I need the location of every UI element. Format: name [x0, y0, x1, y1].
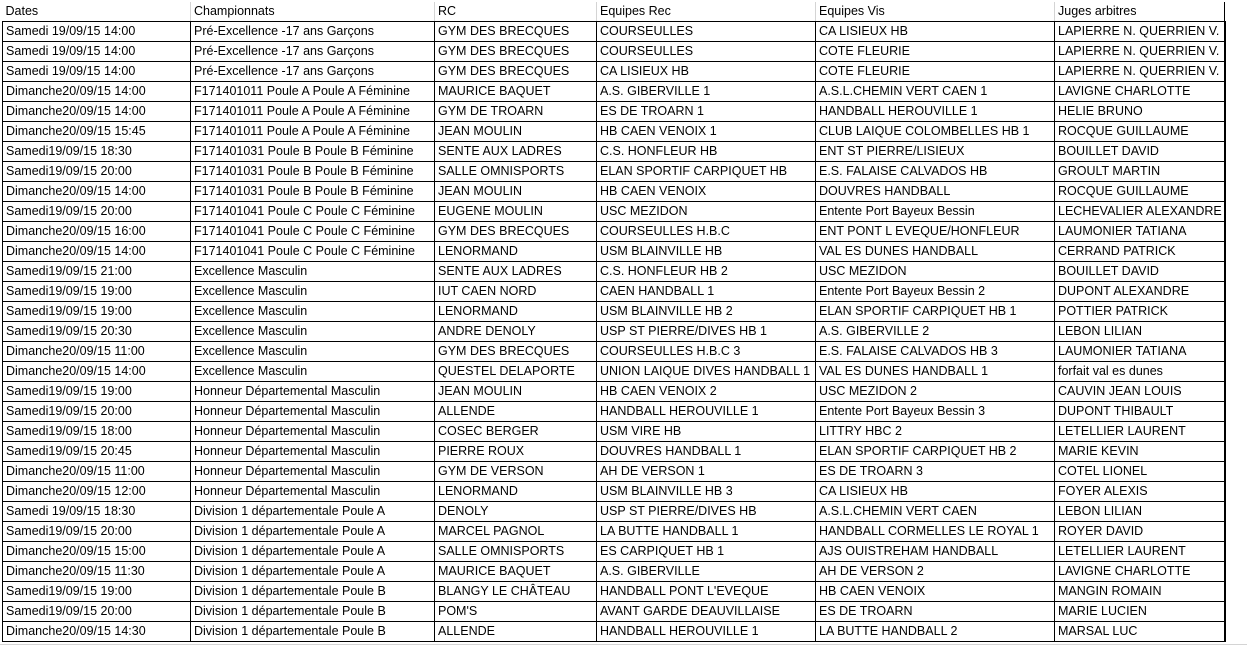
cell-rc[interactable]: SALLE OMNISPORTS	[435, 162, 597, 182]
cell-equipe-rec[interactable]: A.S. GIBERVILLE	[597, 562, 816, 582]
cell-equipe-vis[interactable]: USC MEZIDON	[816, 262, 1055, 282]
cell-rc[interactable]: GYM DE TROARN	[435, 102, 597, 122]
cell-equipe-vis[interactable]: DOUVRES HANDBALL	[816, 182, 1055, 202]
cell-juges[interactable]: LAPIERRE N. QUERRIEN V.	[1055, 62, 1225, 82]
cell-juges[interactable]: ROCQUE GUILLAUME	[1055, 182, 1225, 202]
cell-date[interactable]: Samedi19/09/15 19:00	[3, 302, 191, 322]
cell-equipe-rec[interactable]: AVANT GARDE DEAUVILLAISE	[597, 602, 816, 622]
cell-rc[interactable]: SENTE AUX LADRES	[435, 142, 597, 162]
table-row	[3, 542, 1225, 562]
cell-date[interactable]: Samedi19/09/15 19:00	[3, 282, 191, 302]
cell-championnat[interactable]: Honneur Départemental Masculin	[191, 402, 435, 422]
cell-equipe-vis[interactable]: ES DE TROARN 3	[816, 462, 1055, 482]
cell-juges[interactable]: LEBON LILIAN	[1055, 502, 1225, 522]
cell-equipe-rec[interactable]: AH DE VERSON 1	[597, 462, 816, 482]
cell-rc[interactable]: DENOLY	[435, 502, 597, 522]
cell-championnat[interactable]: Division 1 départementale Poule A	[191, 542, 435, 562]
table-row	[3, 282, 1225, 302]
cell-equipe-rec[interactable]: LA BUTTE HANDBALL 1	[597, 522, 816, 542]
cell-juges[interactable]: DUPONT ALEXANDRE	[1055, 282, 1225, 302]
cell-date[interactable]: Dimanche20/09/15 15:45	[3, 122, 191, 142]
cell-championnat[interactable]: F171401041 Poule C Poule C Féminine	[191, 222, 435, 242]
cell-championnat[interactable]: Excellence Masculin	[191, 262, 435, 282]
cell-equipe-vis[interactable]: ES DE TROARN	[816, 602, 1055, 622]
cell-rc[interactable]: MARCEL PAGNOL	[435, 522, 597, 542]
cell-rc[interactable]: PIERRE ROUX	[435, 442, 597, 462]
table-row	[3, 502, 1225, 522]
cell-date[interactable]: Dimanche20/09/15 11:30	[3, 562, 191, 582]
cell-juges[interactable]: CAUVIN JEAN LOUIS	[1055, 382, 1225, 402]
cell-equipe-rec[interactable]: DOUVRES HANDBALL 1	[597, 442, 816, 462]
cell-date[interactable]: Dimanche20/09/15 14:00	[3, 362, 191, 382]
cell-juges[interactable]: LAPIERRE N. QUERRIEN V.	[1055, 22, 1225, 42]
cell-championnat[interactable]: Division 1 départementale Poule B	[191, 622, 435, 642]
cell-juges[interactable]: MARIE KEVIN	[1055, 442, 1225, 462]
cell-equipe-vis[interactable]: AJS OUISTREHAM HANDBALL	[816, 542, 1055, 562]
cell-equipe-rec[interactable]: HANDBALL HEROUVILLE 1	[597, 402, 816, 422]
cell-equipe-rec[interactable]: COURSEULLES	[597, 22, 816, 42]
cell-rc[interactable]: MAURICE BAQUET	[435, 82, 597, 102]
table-row	[3, 122, 1225, 142]
cell-rc[interactable]: ALLENDE	[435, 622, 597, 642]
cell-equipe-rec[interactable]: USP ST PIERRE/DIVES HB 1	[597, 322, 816, 342]
header-cell-dates[interactable]: Dates	[3, 2, 191, 22]
cell-rc[interactable]: ANDRE DENOLY	[435, 322, 597, 342]
cell-date[interactable]: Samedi19/09/15 20:45	[3, 442, 191, 462]
cell-juges[interactable]: LAUMONIER TATIANA	[1055, 342, 1225, 362]
cell-rc[interactable]: LENORMAND	[435, 482, 597, 502]
spreadsheet-body	[3, 2, 1225, 642]
cell-equipe-vis[interactable]: HANDBALL CORMELLES LE ROYAL 1	[816, 522, 1055, 542]
empty-row-area	[0, 644, 1247, 656]
cell-equipe-rec[interactable]: C.S. HONFLEUR HB	[597, 142, 816, 162]
cell-juges[interactable]: BOUILLET DAVID	[1055, 262, 1225, 282]
cell-equipe-rec[interactable]: USM BLAINVILLE HB 3	[597, 482, 816, 502]
cell-date[interactable]: Samedi 19/09/15 14:00	[3, 62, 191, 82]
cell-equipe-rec[interactable]: ES DE TROARN 1	[597, 102, 816, 122]
cell-championnat[interactable]: F171401041 Poule C Poule C Féminine	[191, 202, 435, 222]
cell-equipe-rec[interactable]: CAEN HANDBALL 1	[597, 282, 816, 302]
cell-equipe-rec[interactable]: COURSEULLES H.B.C 3	[597, 342, 816, 362]
cell-juges[interactable]: ROYER DAVID	[1055, 522, 1225, 542]
cell-championnat[interactable]: F171401031 Poule B Poule B Féminine	[191, 182, 435, 202]
cell-equipe-rec[interactable]: UNION LAIQUE DIVES HANDBALL 1	[597, 362, 816, 382]
cell-date[interactable]: Samedi19/09/15 20:30	[3, 322, 191, 342]
table-row	[3, 222, 1225, 242]
cell-equipe-rec[interactable]: C.S. HONFLEUR HB 2	[597, 262, 816, 282]
cell-equipe-vis[interactable]: E.S. FALAISE CALVADOS HB 3	[816, 342, 1055, 362]
cell-championnat[interactable]: Division 1 départementale Poule B	[191, 582, 435, 602]
cell-date[interactable]: Samedi 19/09/15 18:30	[3, 502, 191, 522]
cell-date[interactable]: Samedi 19/09/15 14:00	[3, 42, 191, 62]
cell-rc[interactable]: COSEC BERGER	[435, 422, 597, 442]
cell-rc[interactable]: GYM DES BRECQUES	[435, 22, 597, 42]
cell-juges[interactable]: FOYER ALEXIS	[1055, 482, 1225, 502]
cell-championnat[interactable]: Division 1 départementale Poule A	[191, 522, 435, 542]
cell-equipe-vis[interactable]: COTE FLEURIE	[816, 42, 1055, 62]
cell-equipe-vis[interactable]: CA LISIEUX HB	[816, 22, 1055, 42]
table-row	[3, 242, 1225, 262]
cell-date[interactable]: Dimanche20/09/15 14:00	[3, 242, 191, 262]
table-row	[3, 342, 1225, 362]
cell-championnat[interactable]: Division 1 départementale Poule A	[191, 562, 435, 582]
cell-equipe-vis[interactable]: LA BUTTE HANDBALL 2	[816, 622, 1055, 642]
table-row	[3, 302, 1225, 322]
cell-rc[interactable]: SALLE OMNISPORTS	[435, 542, 597, 562]
table-row	[3, 62, 1225, 82]
cell-equipe-rec[interactable]: USP ST PIERRE/DIVES HB	[597, 502, 816, 522]
cell-date[interactable]: Samedi19/09/15 18:30	[3, 142, 191, 162]
table-row	[3, 622, 1225, 642]
cell-equipe-rec[interactable]: HB CAEN VENOIX	[597, 182, 816, 202]
cell-juges[interactable]: MANGIN ROMAIN	[1055, 582, 1225, 602]
cell-championnat[interactable]: Honneur Départemental Masculin	[191, 462, 435, 482]
cell-rc[interactable]: QUESTEL DELAPORTE	[435, 362, 597, 382]
cell-championnat[interactable]: Honneur Départemental Masculin	[191, 422, 435, 442]
cell-rc[interactable]: GYM DES BRECQUES	[435, 62, 597, 82]
cell-championnat[interactable]: Division 1 départementale Poule A	[191, 502, 435, 522]
table-row	[3, 402, 1225, 422]
table-row	[3, 362, 1225, 382]
cell-equipe-vis[interactable]: A.S.L.CHEMIN VERT CAEN 1	[816, 82, 1055, 102]
table-row	[3, 482, 1225, 502]
cell-equipe-vis[interactable]: A.S.L.CHEMIN VERT CAEN	[816, 502, 1055, 522]
cell-equipe-rec[interactable]: ES CARPIQUET HB 1	[597, 542, 816, 562]
cell-juges[interactable]: forfait val es dunes	[1055, 362, 1225, 382]
table-row	[3, 162, 1225, 182]
cell-date[interactable]: Dimanche20/09/15 15:00	[3, 542, 191, 562]
cell-equipe-rec[interactable]: HANDBALL PONT L'EVEQUE	[597, 582, 816, 602]
cell-rc[interactable]: GYM DE VERSON	[435, 462, 597, 482]
cell-juges[interactable]: DUPONT THIBAULT	[1055, 402, 1225, 422]
cell-date[interactable]: Dimanche20/09/15 16:00	[3, 222, 191, 242]
table-row	[3, 142, 1225, 162]
cell-equipe-rec[interactable]: ELAN SPORTIF CARPIQUET HB	[597, 162, 816, 182]
cell-championnat[interactable]: Division 1 départementale Poule B	[191, 602, 435, 622]
cell-date[interactable]: Dimanche20/09/15 14:00	[3, 182, 191, 202]
cell-equipe-vis[interactable]: Entente Port Bayeux Bessin 2	[816, 282, 1055, 302]
header-row	[3, 2, 1225, 22]
cell-date[interactable]: Dimanche20/09/15 12:00	[3, 482, 191, 502]
cell-equipe-vis[interactable]: CLUB LAIQUE COLOMBELLES HB 1	[816, 122, 1055, 142]
table-row	[3, 602, 1225, 622]
cell-date[interactable]: Samedi19/09/15 20:00	[3, 162, 191, 182]
cell-equipe-rec[interactable]: HB CAEN VENOIX 1	[597, 122, 816, 142]
cell-championnat[interactable]: Excellence Masculin	[191, 342, 435, 362]
table-row	[3, 262, 1225, 282]
cell-championnat[interactable]: Excellence Masculin	[191, 302, 435, 322]
cell-equipe-rec[interactable]: COURSEULLES H.B.C	[597, 222, 816, 242]
table-row	[3, 382, 1225, 402]
cell-equipe-rec[interactable]: A.S. GIBERVILLE 1	[597, 82, 816, 102]
cell-date[interactable]: Dimanche20/09/15 11:00	[3, 342, 191, 362]
header-cell-juges-arbitres[interactable]: Juges arbitres	[1055, 2, 1225, 22]
cell-rc[interactable]: GYM DES BRECQUES	[435, 342, 597, 362]
cell-equipe-rec[interactable]: CA LISIEUX HB	[597, 62, 816, 82]
cell-equipe-rec[interactable]: COURSEULLES	[597, 42, 816, 62]
cell-equipe-vis[interactable]: HB CAEN VENOIX	[816, 582, 1055, 602]
cell-juges[interactable]: HELIE BRUNO	[1055, 102, 1225, 122]
cell-championnat[interactable]: F171401011 Poule A Poule A Féminine	[191, 102, 435, 122]
cell-juges[interactable]: BOUILLET DAVID	[1055, 142, 1225, 162]
cell-equipe-rec[interactable]: HANDBALL HEROUVILLE 1	[597, 622, 816, 642]
table-row	[3, 182, 1225, 202]
cell-rc[interactable]: JEAN MOULIN	[435, 182, 597, 202]
table-row	[3, 442, 1225, 462]
cell-rc[interactable]: POM'S	[435, 602, 597, 622]
spreadsheet-table	[2, 2, 1226, 642]
cell-juges[interactable]: LEBON LILIAN	[1055, 322, 1225, 342]
table-row	[3, 82, 1225, 102]
table-row	[3, 522, 1225, 542]
cell-equipe-vis[interactable]: CA LISIEUX HB	[816, 482, 1055, 502]
cell-juges[interactable]: POTTIER PATRICK	[1055, 302, 1225, 322]
cell-juges[interactable]: MARIE LUCIEN	[1055, 602, 1225, 622]
cell-equipe-rec[interactable]: USM BLAINVILLE HB	[597, 242, 816, 262]
header-cell-equipes-vis[interactable]: Equipes Vis	[816, 2, 1055, 22]
cell-rc[interactable]: IUT CAEN NORD	[435, 282, 597, 302]
cell-date[interactable]: Samedi 19/09/15 14:00	[3, 22, 191, 42]
cell-date[interactable]: Samedi19/09/15 19:00	[3, 582, 191, 602]
cell-championnat[interactable]: F171401011 Poule A Poule A Féminine	[191, 122, 435, 142]
cell-championnat[interactable]: Excellence Masculin	[191, 322, 435, 342]
cell-equipe-vis[interactable]: USC MEZIDON 2	[816, 382, 1055, 402]
table-row	[3, 582, 1225, 602]
cell-championnat[interactable]: Pré-Excellence -17 ans Garçons	[191, 42, 435, 62]
cell-rc[interactable]: JEAN MOULIN	[435, 122, 597, 142]
cell-championnat[interactable]: F171401031 Poule B Poule B Féminine	[191, 142, 435, 162]
cell-juges[interactable]: LECHEVALIER ALEXANDRE	[1055, 202, 1225, 222]
cell-equipe-vis[interactable]: ELAN SPORTIF CARPIQUET HB 1	[816, 302, 1055, 322]
cell-championnat[interactable]: Honneur Départemental Masculin	[191, 382, 435, 402]
table-row	[3, 42, 1225, 62]
cell-championnat[interactable]: F171401011 Poule A Poule A Féminine	[191, 82, 435, 102]
cell-championnat[interactable]: Honneur Départemental Masculin	[191, 482, 435, 502]
cell-rc[interactable]: GYM DES BRECQUES	[435, 222, 597, 242]
cell-juges[interactable]: LAVIGNE CHARLOTTE	[1055, 82, 1225, 102]
cell-equipe-vis[interactable]: ENT PONT L EVEQUE/HONFLEUR	[816, 222, 1055, 242]
table-row	[3, 202, 1225, 222]
cell-championnat[interactable]: Pré-Excellence -17 ans Garçons	[191, 22, 435, 42]
cell-championnat[interactable]: Excellence Masculin	[191, 282, 435, 302]
cell-date[interactable]: Dimanche20/09/15 14:00	[3, 102, 191, 122]
cell-date[interactable]: Samedi19/09/15 19:00	[3, 382, 191, 402]
cell-championnat[interactable]: F171401031 Poule B Poule B Féminine	[191, 162, 435, 182]
cell-date[interactable]: Dimanche20/09/15 11:00	[3, 462, 191, 482]
cell-rc[interactable]: JEAN MOULIN	[435, 382, 597, 402]
table-row	[3, 22, 1225, 42]
cell-equipe-vis[interactable]: ELAN SPORTIF CARPIQUET HB 2	[816, 442, 1055, 462]
cell-equipe-vis[interactable]: Entente Port Bayeux Bessin 3	[816, 402, 1055, 422]
table-row	[3, 102, 1225, 122]
cell-rc[interactable]: LENORMAND	[435, 302, 597, 322]
table-row	[3, 462, 1225, 482]
cell-juges[interactable]: ROCQUE GUILLAUME	[1055, 122, 1225, 142]
cell-championnat[interactable]: Honneur Départemental Masculin	[191, 442, 435, 462]
cell-rc[interactable]: SENTE AUX LADRES	[435, 262, 597, 282]
cell-championnat[interactable]: F171401041 Poule C Poule C Féminine	[191, 242, 435, 262]
header-cell-rc[interactable]: RC	[435, 2, 597, 22]
cell-rc[interactable]: MAURICE BAQUET	[435, 562, 597, 582]
cell-equipe-rec[interactable]: USM BLAINVILLE HB 2	[597, 302, 816, 322]
cell-equipe-vis[interactable]: AH DE VERSON 2	[816, 562, 1055, 582]
cell-rc[interactable]: GYM DES BRECQUES	[435, 42, 597, 62]
cell-juges[interactable]: LAUMONIER TATIANA	[1055, 222, 1225, 242]
header-cell-equipes-rec[interactable]: Equipes Rec	[597, 2, 816, 22]
cell-date[interactable]: Samedi19/09/15 20:00	[3, 602, 191, 622]
cell-equipe-vis[interactable]: A.S. GIBERVILLE 2	[816, 322, 1055, 342]
cell-rc[interactable]: BLANGY LE CHÂTEAU	[435, 582, 597, 602]
cell-equipe-vis[interactable]: Entente Port Bayeux Bessin	[816, 202, 1055, 222]
cell-equipe-rec[interactable]: USM VIRE HB	[597, 422, 816, 442]
cell-equipe-vis[interactable]: ENT ST PIERRE/LISIEUX	[816, 142, 1055, 162]
cell-date[interactable]: Samedi19/09/15 20:00	[3, 522, 191, 542]
cell-rc[interactable]: ALLENDE	[435, 402, 597, 422]
header-cell-championnats[interactable]: Championnats	[191, 2, 435, 22]
cell-juges[interactable]: MARSAL LUC	[1055, 622, 1225, 642]
cell-championnat[interactable]: Excellence Masculin	[191, 362, 435, 382]
cell-equipe-vis[interactable]: COTE FLEURIE	[816, 62, 1055, 82]
cell-date[interactable]: Dimanche20/09/15 14:30	[3, 622, 191, 642]
cell-juges[interactable]: COTEL LIONEL	[1055, 462, 1225, 482]
cell-rc[interactable]: LENORMAND	[435, 242, 597, 262]
table-row	[3, 422, 1225, 442]
cell-rc[interactable]: EUGENE MOULIN	[435, 202, 597, 222]
cell-equipe-vis[interactable]: HANDBALL HEROUVILLE 1	[816, 102, 1055, 122]
cell-date[interactable]: Dimanche20/09/15 14:00	[3, 82, 191, 102]
cell-juges[interactable]: LETELLIER LAURENT	[1055, 542, 1225, 562]
cell-juges[interactable]: LAPIERRE N. QUERRIEN V.	[1055, 42, 1225, 62]
cell-equipe-rec[interactable]: HB CAEN VENOIX 2	[597, 382, 816, 402]
cell-equipe-vis[interactable]: E.S. FALAISE CALVADOS HB	[816, 162, 1055, 182]
table-row	[3, 322, 1225, 342]
cell-juges[interactable]: LETELLIER LAURENT	[1055, 422, 1225, 442]
cell-date[interactable]: Samedi19/09/15 20:00	[3, 402, 191, 422]
table-row	[3, 562, 1225, 582]
cell-juges[interactable]: CERRAND PATRICK	[1055, 242, 1225, 262]
cell-equipe-vis[interactable]: VAL ES DUNES HANDBALL 1	[816, 362, 1055, 382]
cell-equipe-vis[interactable]: VAL ES DUNES HANDBALL	[816, 242, 1055, 262]
cell-championnat[interactable]: Pré-Excellence -17 ans Garçons	[191, 62, 435, 82]
cell-date[interactable]: Samedi19/09/15 20:00	[3, 202, 191, 222]
cell-juges[interactable]: LAVIGNE CHARLOTTE	[1055, 562, 1225, 582]
cell-date[interactable]: Samedi19/09/15 21:00	[3, 262, 191, 282]
cell-date[interactable]: Samedi19/09/15 18:00	[3, 422, 191, 442]
cell-juges[interactable]: GROULT MARTIN	[1055, 162, 1225, 182]
cell-equipe-rec[interactable]: USC MEZIDON	[597, 202, 816, 222]
cell-equipe-vis[interactable]: LITTRY HBC 2	[816, 422, 1055, 442]
